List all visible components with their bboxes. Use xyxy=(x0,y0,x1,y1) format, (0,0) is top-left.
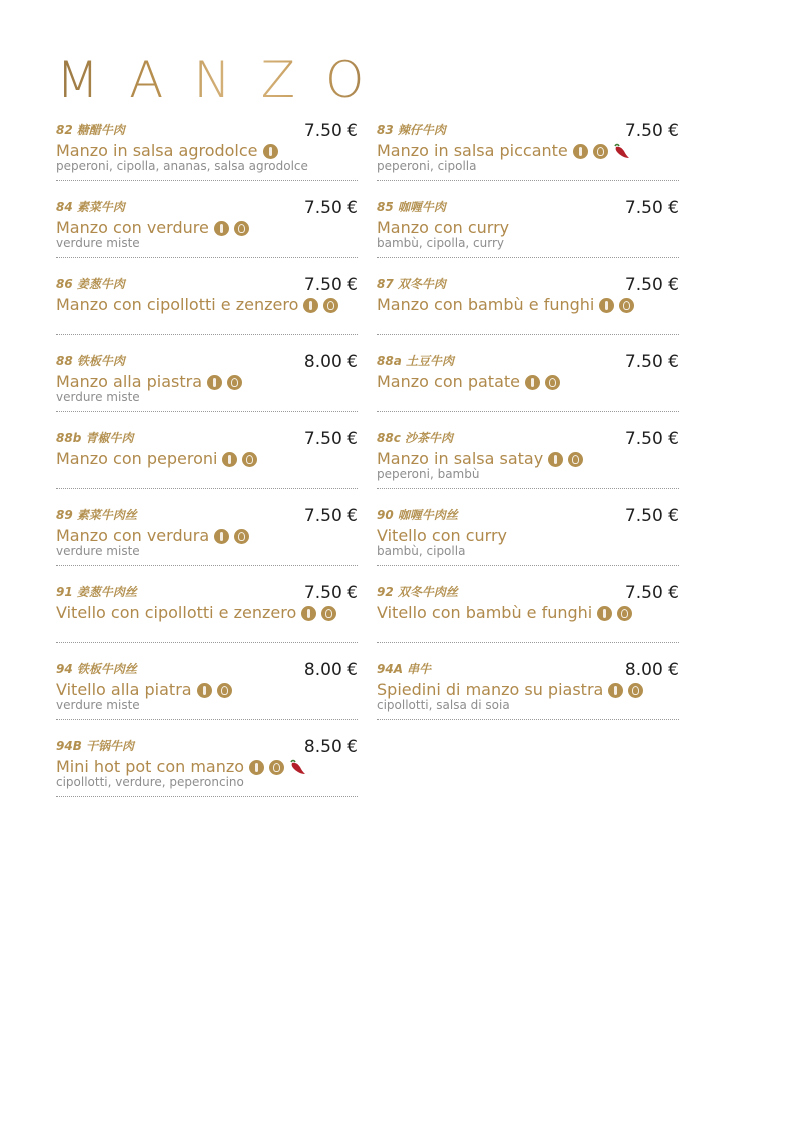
dish-name: Vitello alla piatra xyxy=(56,680,192,699)
dish-description: verdure miste xyxy=(56,698,140,712)
dish-price: 7.50 € xyxy=(624,506,679,526)
dish-name: Vitello con curry xyxy=(377,526,508,545)
menu-item xyxy=(56,736,358,797)
wheat-icon xyxy=(214,221,229,236)
dish-code: 94A 串牛 xyxy=(377,662,432,676)
dish-price: 7.50 € xyxy=(624,352,679,372)
menu-item xyxy=(377,274,679,335)
dish-description: bambù, cipolla xyxy=(377,544,466,558)
dish-name-row xyxy=(377,294,639,316)
allergen-icons xyxy=(249,759,306,775)
soy-icon xyxy=(628,683,643,698)
menu-item xyxy=(56,582,358,643)
allergen-icons xyxy=(207,375,247,390)
menu-item xyxy=(56,274,358,335)
wheat-icon xyxy=(597,606,612,621)
dish-price: 7.50 € xyxy=(303,583,358,603)
wheat-icon xyxy=(222,452,237,467)
menu-item xyxy=(377,505,679,566)
allergen-icons xyxy=(214,529,254,544)
soy-icon xyxy=(269,760,284,775)
dish-description: verdure miste xyxy=(56,544,140,558)
menu-column-left xyxy=(56,120,358,813)
wheat-icon xyxy=(207,375,222,390)
dish-name-row xyxy=(377,602,637,624)
allergen-icons xyxy=(263,144,283,159)
dish-price: 7.50 € xyxy=(303,198,358,218)
dish-price: 7.50 € xyxy=(624,583,679,603)
allergen-icons xyxy=(214,221,254,236)
dish-code: 91 姜葱牛肉丝 xyxy=(56,585,137,599)
allergen-icons xyxy=(222,452,262,467)
dish-code: 88b 青椒牛肉 xyxy=(56,431,134,445)
soy-icon xyxy=(242,452,257,467)
dish-price: 7.50 € xyxy=(624,429,679,449)
dish-description: peperoni, bambù xyxy=(377,467,480,481)
menu-item xyxy=(377,582,679,643)
wheat-icon xyxy=(301,606,316,621)
soy-icon xyxy=(323,298,338,313)
menu-item xyxy=(56,659,358,720)
wheat-icon xyxy=(608,683,623,698)
dish-price: 7.50 € xyxy=(624,198,679,218)
dish-name: Manzo alla piastra xyxy=(56,372,203,391)
dish-price: 7.50 € xyxy=(303,275,358,295)
dish-name: Manzo con bambù e funghi xyxy=(377,295,595,314)
dish-name-row xyxy=(56,448,262,470)
dish-name: Manzo in salsa piccante xyxy=(377,141,568,160)
wheat-icon xyxy=(197,683,212,698)
wheat-icon xyxy=(249,760,264,775)
dish-name: Manzo con cipollotti e zenzero xyxy=(56,295,299,314)
dish-name-row xyxy=(56,294,343,316)
allergen-icons xyxy=(301,606,341,621)
menu-item xyxy=(377,120,679,181)
soy-icon xyxy=(227,375,242,390)
menu-item xyxy=(56,428,358,489)
dish-price: 8.50 € xyxy=(303,737,358,757)
dish-code: 87 双冬牛肉 xyxy=(377,277,446,291)
dish-code: 86 姜葱牛肉 xyxy=(56,277,125,291)
chili-pepper-icon xyxy=(612,143,630,159)
soy-icon xyxy=(619,298,634,313)
soy-icon xyxy=(217,683,232,698)
page-title: MANZO xyxy=(56,51,395,109)
allergen-icons xyxy=(303,298,343,313)
chili-pepper-icon xyxy=(288,759,306,775)
dish-name: Mini hot pot con manzo xyxy=(56,757,245,776)
menu-item xyxy=(56,120,358,181)
dish-name: Manzo in salsa satay xyxy=(377,449,544,468)
dish-description: cipollotti, verdure, peperoncino xyxy=(56,775,244,789)
dish-price: 7.50 € xyxy=(303,121,358,141)
soy-icon xyxy=(617,606,632,621)
dish-name: Manzo con peperoni xyxy=(56,449,218,468)
allergen-icons xyxy=(573,143,630,159)
dish-code: 94B 干锅牛肉 xyxy=(56,739,135,753)
dish-name: Spiedini di manzo su piastra xyxy=(377,680,604,699)
dish-name-row xyxy=(56,602,341,624)
menu-item xyxy=(377,659,679,720)
dish-description: verdure miste xyxy=(56,390,140,404)
dish-name: Manzo con verdura xyxy=(56,526,210,545)
allergen-icons xyxy=(597,606,637,621)
dish-name: Manzo con curry xyxy=(377,218,510,237)
menu-item xyxy=(377,428,679,489)
wheat-icon xyxy=(599,298,614,313)
wheat-icon xyxy=(573,144,588,159)
soy-icon xyxy=(545,375,560,390)
soy-icon xyxy=(593,144,608,159)
dish-code: 84 素菜牛肉 xyxy=(56,200,125,214)
wheat-icon xyxy=(525,375,540,390)
soy-icon xyxy=(568,452,583,467)
dish-code: 90 咖喱牛肉丝 xyxy=(377,508,458,522)
dish-code: 85 咖喱牛肉 xyxy=(377,200,446,214)
dish-name: Manzo con verdure xyxy=(56,218,209,237)
menu-item xyxy=(56,351,358,412)
allergen-icons xyxy=(197,683,237,698)
menu-column-right xyxy=(377,120,679,736)
dish-description: peperoni, cipolla xyxy=(377,159,477,173)
dish-code: 94 铁板牛肉丝 xyxy=(56,662,137,676)
wheat-icon xyxy=(214,529,229,544)
dish-description: verdure miste xyxy=(56,236,140,250)
dish-name: Manzo con patate xyxy=(377,372,520,391)
dish-price: 7.50 € xyxy=(303,506,358,526)
dish-name: Manzo in salsa agrodolce xyxy=(56,141,258,160)
dish-price: 7.50 € xyxy=(624,121,679,141)
menu-item xyxy=(377,351,679,412)
dish-name: Vitello con cipollotti e zenzero xyxy=(56,603,297,622)
allergen-icons xyxy=(608,683,648,698)
wheat-icon xyxy=(263,144,278,159)
allergen-icons xyxy=(548,452,588,467)
allergen-icons xyxy=(599,298,639,313)
dish-code: 82 糖醋牛肉 xyxy=(56,123,125,137)
menu-item xyxy=(377,197,679,258)
dish-code: 92 双冬牛肉丝 xyxy=(377,585,458,599)
dish-price: 8.00 € xyxy=(303,352,358,372)
wheat-icon xyxy=(303,298,318,313)
soy-icon xyxy=(234,529,249,544)
dish-price: 8.00 € xyxy=(303,660,358,680)
dish-code: 83 辣仔牛肉 xyxy=(377,123,446,137)
dish-price: 8.00 € xyxy=(624,660,679,680)
soy-icon xyxy=(234,221,249,236)
allergen-icons xyxy=(525,375,565,390)
dish-code: 88a 土豆牛肉 xyxy=(377,354,454,368)
dish-description: peperoni, cipolla, ananas, salsa agrodolce xyxy=(56,159,308,173)
dish-description: bambù, cipolla, curry xyxy=(377,236,505,250)
dish-price: 7.50 € xyxy=(624,275,679,295)
menu-item xyxy=(56,197,358,258)
dish-description: cipollotti, salsa di soia xyxy=(377,698,510,712)
wheat-icon xyxy=(548,452,563,467)
dish-name-row xyxy=(377,371,565,393)
dish-price: 7.50 € xyxy=(303,429,358,449)
menu-item xyxy=(56,505,358,566)
dish-code: 88c 沙茶牛肉 xyxy=(377,431,453,445)
soy-icon xyxy=(321,606,336,621)
dish-code: 89 素菜牛肉丝 xyxy=(56,508,137,522)
dish-code: 88 铁板牛肉 xyxy=(56,354,125,368)
dish-name: Vitello con bambù e funghi xyxy=(377,603,593,622)
